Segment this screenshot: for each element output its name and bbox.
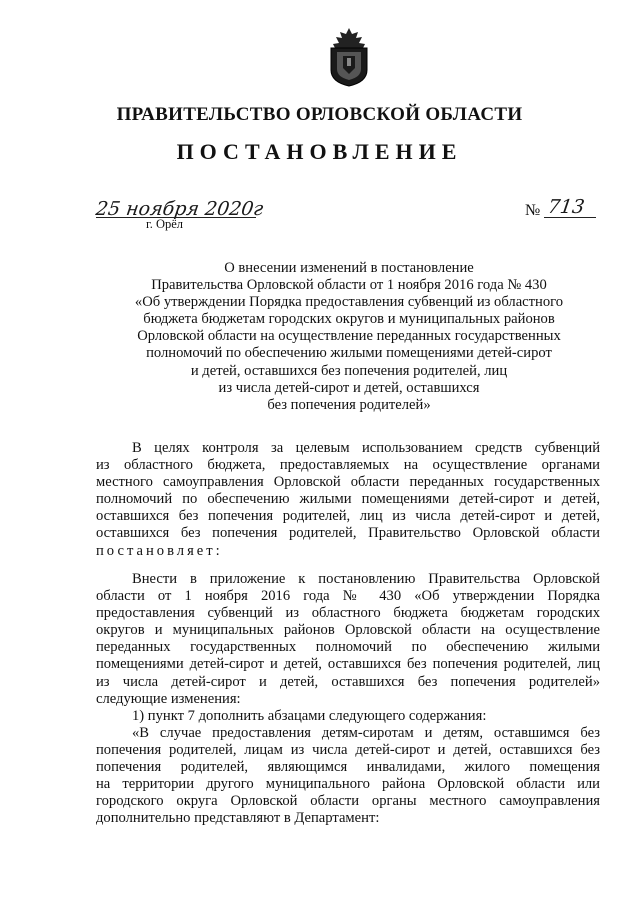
subject-line: полномочий по обеспечению жилыми помещениями детей-сирот	[146, 345, 552, 362]
city-label: г. Орёл	[146, 217, 184, 231]
text-line: округов и муниципальных районов Орловской области на осуществление	[96, 622, 600, 639]
text-line: предоставления субвенций из областного бюджета бюджетам городских	[96, 605, 600, 622]
item-1: 1) пункт 7 дополнить абзацами следующего содержания:	[132, 707, 487, 724]
number-label: №	[525, 202, 541, 219]
resolves-word: постановляет:	[96, 542, 223, 559]
text-line: помещениями детей-сирот и детей, оставшихся без попечения родителей, лиц	[96, 656, 600, 673]
subject-line: Правительства Орловской области от 1 ноября 2016 года № 430	[151, 277, 547, 294]
text-line: на территории другого муниципального района Орловской области или	[96, 776, 600, 793]
quoted-paragraph	[96, 725, 600, 828]
text-line: из числа детей-сирот и детей, оставшихся без попечения родителей»	[96, 673, 600, 690]
text-line: попечения родителей, лицам из числа детей-сирот и детей, оставшихся без	[96, 742, 600, 759]
text-line: области от 1 ноября 2016 года № 430 «Об утверждении Порядка	[96, 588, 600, 605]
subject-line: Орловской области на осуществление переданных государственных	[137, 328, 561, 345]
handwritten-number: 713	[546, 196, 586, 218]
subject-line: бюджета бюджетам городских округов и муниципальных районов	[143, 311, 555, 328]
text-line: попечения родителей, являющимся инвалидами, жилого помещения	[96, 759, 600, 776]
text-line: дополнительно представляют в Департамент:	[96, 810, 380, 827]
handwritten-date: 25 ноября 2020г	[94, 198, 265, 220]
text-line: следующие изменения:	[96, 690, 241, 707]
text-line: оставшихся без попечения родителей, лиц из числа детей-сирот и детей,	[96, 508, 600, 525]
text-line: В целях контроля за целевым использованием средств субвенций	[132, 440, 600, 456]
subject-line: О внесении изменений в постановление	[224, 260, 474, 276]
text-line: из областного бюджета, предоставляемых на осуществление органами	[96, 457, 600, 474]
subject-line: из числа детей-сирот и детей, оставшихся	[218, 379, 480, 396]
government-title: ПРАВИТЕЛЬСТВО ОРЛОВСКОЙ ОБЛАСТИ	[116, 104, 523, 125]
text-line: полномочий по обеспечению жилыми помещениями детей-сирот и детей,	[96, 491, 600, 508]
subject-line: без попечения родителей»	[267, 396, 431, 413]
number-underline	[544, 217, 596, 218]
text-line: «В случае предоставления детям-сиротам и детям, оставшимся без	[132, 725, 600, 741]
amendment-paragraph	[96, 571, 600, 725]
text-line: Внести в приложение к постановлению Правительства Орловской	[132, 571, 600, 587]
document-subject	[100, 260, 598, 414]
preamble-paragraph	[96, 440, 600, 560]
document-type: ПОСТАНОВЛЕНИЕ	[176, 139, 463, 164]
text-line: местного самоуправления Орловской области переданных государственных	[96, 474, 600, 491]
text-line: переданных государственных полномочий по обеспечению жилыми	[96, 639, 600, 656]
text-line: оставшихся без попечения родителей, Правительство Орловской области	[96, 525, 600, 542]
subject-line: «Об утверждении Порядка предоставления субвенций из областного	[134, 294, 564, 311]
text-line: городского округа Орловской области органы местного самоуправления	[96, 793, 600, 810]
coat-of-arms-emblem	[325, 26, 373, 88]
subject-line: и детей, оставшихся без попечения родителей, лиц	[190, 362, 508, 379]
